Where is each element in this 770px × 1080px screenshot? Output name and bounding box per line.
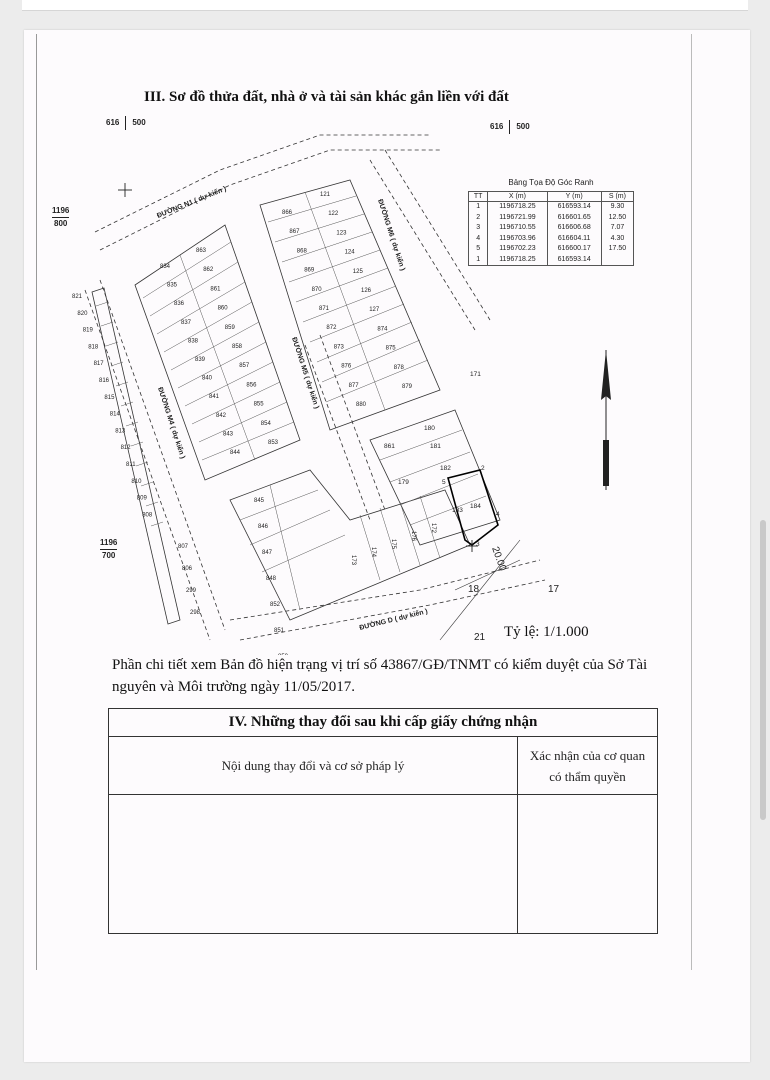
lot-number: 821 [72, 294, 83, 300]
lot-number: 855 [253, 401, 264, 408]
lot-number: 127 [369, 307, 380, 314]
plot-184-label: 184 [470, 503, 481, 510]
coord-cell-s: 4.30 [601, 234, 633, 245]
map-scale: Tỷ lệ: 1/1.000 [504, 624, 589, 640]
changes-col-confirmation-line1: Xác nhận của cơ quan [529, 748, 646, 763]
top-edge [22, 0, 748, 11]
lot-number: 810 [131, 478, 142, 485]
lot-number: 839 [195, 357, 206, 363]
lot-number: 874 [377, 326, 388, 333]
lot-number: 816 [99, 378, 110, 384]
lot-number: 842 [216, 412, 227, 419]
lot-number: 856 [246, 382, 257, 389]
lot-number: 835 [167, 282, 178, 289]
lot-number: 173 [350, 555, 356, 566]
coord-cell-tt: 2 [469, 213, 488, 224]
changes-header-row [109, 737, 657, 795]
scrollbar[interactable] [760, 520, 766, 820]
label-21: 21 [474, 632, 486, 643]
lot-number: 878 [393, 364, 404, 371]
lot-number: 817 [93, 361, 104, 368]
grid-label-top-left-b: 500 [132, 118, 146, 128]
lot-number: 836 [174, 301, 185, 308]
lot-number: 813 [115, 428, 126, 435]
lot-number: 846 [258, 524, 269, 530]
coord-row [469, 234, 634, 245]
lot-number: 808 [142, 512, 153, 519]
lot-number: 815 [104, 394, 115, 401]
lot-number: 818 [88, 344, 99, 351]
lot-number: 872 [326, 325, 337, 332]
lot-number: 858 [232, 344, 243, 350]
coord-cell-s: 7.07 [601, 223, 633, 234]
coord-cell-s: 17.50 [601, 244, 633, 255]
grid-label-top-right-b: 500 [516, 122, 530, 132]
plot-179-label: 179 [398, 479, 409, 486]
lot-number: 876 [341, 363, 352, 370]
lot-number: 299 [186, 588, 197, 594]
lot-number: 844 [230, 450, 241, 456]
coord-cell-x: 1196710.55 [488, 223, 547, 234]
changes-table [108, 708, 658, 934]
section-3-title: III. Sơ đồ thửa đất, nhà ở và tài sản khác gắn liền với đất [144, 89, 509, 105]
coord-cell-s: 9.30 [601, 202, 633, 213]
lot-number: 857 [239, 363, 250, 370]
coord-cell-s [601, 255, 633, 266]
road-m4-label: ĐƯỜNG M4 ( dự kiến ) [156, 386, 186, 460]
coord-cell-y: 616601.65 [547, 213, 601, 224]
lot-number: 814 [109, 411, 120, 418]
changes-body-divider [517, 795, 518, 933]
coord-cell-x: 1196718.25 [488, 202, 547, 213]
coord-cell-y: 616606.68 [547, 223, 601, 234]
changes-col-content: Nội dung thay đổi và cơ sở pháp lý [109, 737, 518, 794]
lot-number: 807 [178, 544, 189, 550]
corner-coordinate-table [468, 178, 634, 266]
lot-number: 124 [344, 249, 355, 256]
label-18: 18 [468, 584, 480, 595]
changes-col-confirmation-line2: có thẩm quyền [549, 769, 626, 784]
coord-cell-x: 1196718.25 [488, 255, 547, 266]
coord-cell-tt: 3 [469, 223, 488, 234]
vertex-3: 3 [476, 541, 480, 548]
coord-row [469, 202, 634, 213]
lot-number: 880 [356, 402, 367, 408]
plot-180-label: 180 [424, 425, 435, 432]
lot-number: 820 [77, 310, 88, 317]
coord-cell-y: 616604.11 [547, 234, 601, 245]
coord-cell-y: 616593.14 [547, 255, 601, 266]
plot-181-label: 181 [430, 443, 441, 450]
lot-number: 860 [217, 305, 228, 312]
road-m6-label: ĐƯỜNG M6 ( dự kiến ) [376, 198, 406, 272]
grid-label-top-left-a: 616 [106, 118, 120, 128]
coord-cell-tt: 4 [469, 234, 488, 245]
coord-cell-x: 1196703.96 [488, 234, 547, 245]
lot-number: 840 [202, 375, 213, 382]
lot-number: 845 [254, 498, 265, 504]
lot-number: 871 [319, 306, 330, 312]
lot-number: 126 [361, 288, 372, 294]
lot-number: 852 [270, 602, 281, 608]
lot-number: 175 [390, 539, 396, 550]
coord-header-x: X (m) [488, 192, 547, 202]
lot-number: 859 [224, 324, 235, 331]
lot-number: 868 [296, 248, 307, 255]
section-4-title: IV. Những thay đổi sau khi cấp giấy chứng nhận [109, 709, 657, 737]
coord-cell-tt: 5 [469, 244, 488, 255]
label-17: 17 [548, 584, 560, 595]
plot-183-label: 183 [452, 507, 463, 514]
grid-label-left-upper-num: 1196 [52, 206, 70, 215]
lot-number: 879 [402, 384, 413, 390]
coord-cell-y: 616600.17 [547, 244, 601, 255]
vertex-2: 2 [481, 465, 485, 472]
coord-header-tt: TT [469, 192, 488, 202]
coord-cell-s: 12.50 [601, 213, 633, 224]
lot-number: 862 [203, 267, 214, 274]
lot-number: 847 [262, 550, 273, 556]
changes-col-confirmation [518, 745, 657, 787]
lot-number: 819 [82, 327, 93, 334]
lot-number: 123 [336, 230, 347, 237]
lot-number: 875 [385, 345, 396, 352]
coord-row [469, 213, 634, 224]
lot-number: 176 [410, 531, 416, 542]
lot-number: 122 [328, 211, 339, 218]
lot-number: 841 [209, 394, 220, 401]
lot-number: 877 [348, 382, 359, 389]
vertex-5: 5 [442, 479, 446, 486]
reference-note: Phần chi tiết xem Bản đồ hiện trạng vị trí số 43867/GĐ/TNMT có kiểm duyệt của Sở Tài nguyên và Môi trường ngày 11/05/2017. [112, 657, 648, 695]
lot-number: 834 [160, 264, 171, 270]
coord-row [469, 244, 634, 255]
coord-row [469, 255, 634, 266]
lot-number: 848 [266, 576, 277, 582]
coord-header-y: Y (m) [547, 192, 601, 202]
lot-number: 870 [311, 286, 322, 293]
width-label: 20.00 [489, 545, 509, 573]
north-arrow [598, 350, 614, 495]
lot-number: 125 [352, 268, 363, 275]
lot-number: 873 [333, 344, 344, 351]
grid-label-left-lower-num: 1196 [100, 538, 118, 547]
lot-number: 811 [126, 462, 136, 468]
plot-861-label: 861 [384, 443, 395, 450]
lot-number: 172 [430, 523, 436, 534]
lot-number: 837 [181, 319, 192, 326]
lot-number: 806 [182, 566, 193, 572]
lot-number: 863 [196, 248, 207, 254]
lot-number: 861 [210, 286, 221, 293]
coord-table-grid [468, 191, 634, 266]
road-m5-label: ĐƯỜNG M5 ( dự kiến ) [290, 336, 320, 410]
lot-number: 869 [304, 267, 315, 274]
grid-label-left-upper-den: 800 [54, 219, 68, 228]
coord-cell-tt: 1 [469, 255, 488, 266]
coord-cell-y: 616593.14 [547, 202, 601, 213]
coord-cell-x: 1196702.23 [488, 244, 547, 255]
coord-row [469, 223, 634, 234]
road-n1-label: ĐƯỜNG N1 ( dự kiến ) [156, 185, 228, 220]
label-171: 171 [470, 371, 481, 378]
lot-number: 853 [268, 440, 279, 446]
lot-number: 867 [289, 229, 300, 236]
plot-182-label: 182 [440, 465, 451, 472]
coord-table-caption: Bảng Tọa Độ Góc Ranh [508, 178, 594, 187]
lot-number: 121 [320, 192, 331, 198]
lot-number: 298 [190, 610, 201, 616]
coord-cell-tt: 1 [469, 202, 488, 213]
coord-header-s: S (m) [601, 192, 633, 202]
lot-number: 843 [223, 431, 234, 438]
lot-number: 838 [188, 338, 199, 345]
vertex-4: 4 [496, 511, 500, 518]
lot-number: 851 [274, 628, 285, 634]
lot-number: 854 [260, 420, 271, 427]
lot-number: 809 [136, 495, 147, 502]
grid-label-top-right-a: 616 [490, 122, 504, 132]
lot-number: 866 [282, 210, 293, 216]
lot-number: 812 [120, 445, 131, 452]
coord-cell-x: 1196721.99 [488, 213, 547, 224]
lot-number: 174 [370, 547, 376, 558]
grid-label-left-lower-den: 700 [102, 551, 116, 560]
road-d-label: ĐƯỜNG D ( dự kiến ) [358, 608, 429, 632]
